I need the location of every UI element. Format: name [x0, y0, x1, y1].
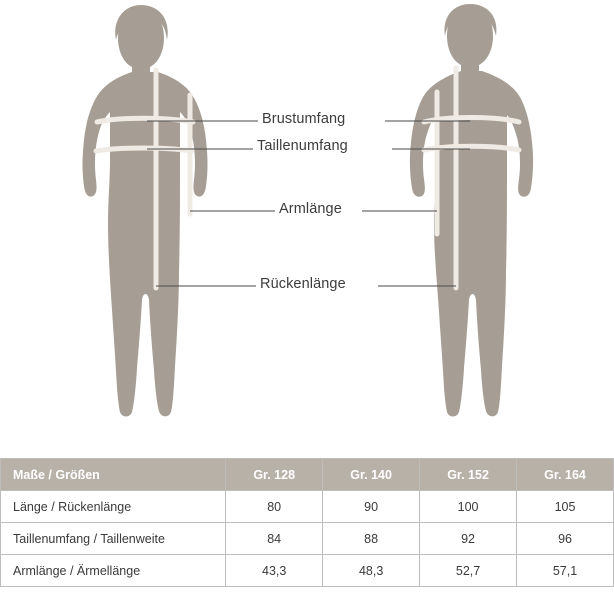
cell-laenge-164: 105: [517, 491, 614, 523]
table-row: [1, 555, 614, 587]
label-armlaenge: Armlänge: [275, 201, 346, 217]
table-row: [1, 523, 614, 555]
cell-taille-128: 84: [226, 523, 323, 555]
cell-arm-140: 48,3: [323, 555, 420, 587]
cell-laenge-140: 90: [323, 491, 420, 523]
table-row: [1, 491, 614, 523]
size-table: [0, 458, 614, 587]
cell-taille-140: 88: [323, 523, 420, 555]
table-header-size-140: Gr. 140: [323, 459, 420, 491]
table-header-row: [1, 459, 614, 491]
cell-laenge-152: 100: [420, 491, 517, 523]
table-body: [1, 491, 614, 587]
label-rueckenlaenge: Rückenlänge: [256, 276, 350, 292]
cell-taille-152: 92: [420, 523, 517, 555]
male-silhouette: [410, 4, 533, 417]
cell-laenge-128: 80: [226, 491, 323, 523]
label-brustumfang: Brustumfang: [258, 111, 349, 127]
cell-arm-164: 57,1: [517, 555, 614, 587]
table-header-size-164: Gr. 164: [517, 459, 614, 491]
table-header-measures: Maße / Größen: [1, 459, 226, 491]
row-label-armlaenge: Armlänge / Ärmellänge: [1, 555, 226, 587]
cell-arm-152: 52,7: [420, 555, 517, 587]
label-taillenumfang: Taillenumfang: [253, 138, 352, 154]
table-header: [1, 459, 614, 491]
table-header-size-128: Gr. 128: [226, 459, 323, 491]
table-header-size-152: Gr. 152: [420, 459, 517, 491]
row-label-laenge: Länge / Rückenlänge: [1, 491, 226, 523]
cell-arm-128: 43,3: [226, 555, 323, 587]
row-label-taillenumfang: Taillenumfang / Taillenweite: [1, 523, 226, 555]
cell-taille-164: 96: [517, 523, 614, 555]
